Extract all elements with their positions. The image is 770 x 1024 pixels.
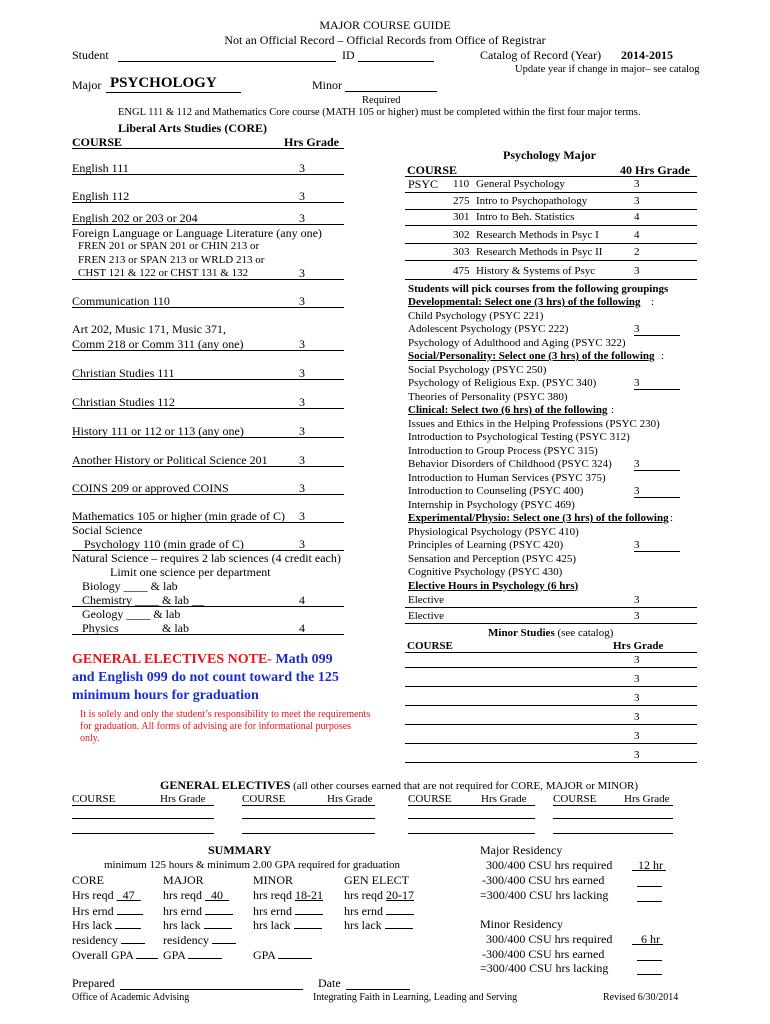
core-item-hrs: 3 [299,453,305,467]
major-label: Major [72,78,102,92]
group-item: Behavior Disorders of Childhood (PSYC 324) [408,458,612,470]
major-course-hrs: 4 [634,229,640,241]
ge-header-rule [72,805,214,806]
date-field[interactable] [346,989,410,990]
catalog-label: Catalog of Record (Year) [480,48,602,62]
core-item-label: Physics [82,621,119,635]
ge-header-rule [408,805,535,806]
minor-course-header: COURSE [407,640,453,652]
group-item: Introduction to Psychological Testing (PSYC 312) [408,431,630,443]
major-hrs-header: 40 Hrs Grade [620,163,690,177]
group-title-colon: : [670,512,674,524]
minor-field[interactable] [345,91,437,92]
group-item: Introduction to Human Services (PSYC 375) [408,471,606,484]
core-residency [72,932,145,947]
minor-row-line[interactable] [405,743,697,744]
elective-hrs: 3 [634,610,640,622]
electives-note-line2: and English 099 do not count toward the 125 [72,670,339,685]
minor-header-rule [405,652,697,653]
major-course-name: Intro to Beh. Statistics [476,211,575,223]
core-item-label: & lab [162,621,189,635]
group-item: Sensation and Perception (PSYC 425) [408,552,577,565]
page-subtitle: Not an Official Record – Official Records from Office of Registrar [224,33,546,47]
minor-title-note: (see catalog) [554,627,614,639]
major-summary-header: MAJOR [163,873,204,887]
ge-line-2[interactable] [408,833,535,834]
minor-row-line[interactable] [405,762,697,763]
core-item-line[interactable] [72,408,344,409]
minor-row-line[interactable] [405,705,697,706]
electives-note-line1 [72,651,333,668]
major-hrs-reqd [163,888,229,902]
group-hrs: 3 [634,485,640,497]
major-residency-required-number: 12 hr [638,858,663,872]
major-gpa [163,947,222,962]
disclaimer-line1: It is solely and only the student’s responsibility to meet the requirements [80,709,371,720]
group-hrs-line[interactable] [634,470,680,471]
minor-hrs-lack-field[interactable] [294,917,322,929]
group-item: Child Psychology (PSYC 221) [408,309,544,322]
major-value: PSYCHOLOGY [110,75,217,91]
major-course-line[interactable] [405,192,697,193]
major-residency-required-value [632,858,666,872]
student-label: Student [72,48,109,62]
major-course-line[interactable] [405,260,697,261]
core-item-hrs: 3 [299,395,305,409]
motto: Integrating Faith in Learning, Leading and Serving [313,992,518,1003]
major-residency [163,932,236,947]
revised-date: Revised 6/30/2014 [603,992,679,1003]
major-hrs-reqd-label: hrs reqd [163,888,202,902]
group-hrs-line[interactable] [634,335,680,336]
major-course-line[interactable] [405,279,697,280]
major-course-num: 110 [453,178,470,190]
core-item-label: Communication 110 [72,294,170,308]
group-title-colon: : [611,404,615,416]
core-hrs-reqd-label: Hrs reqd [72,888,114,902]
groupings-note: Students will pick courses from the following groupings [408,283,669,295]
core-hrs-grade-header: Hrs Grade [284,135,339,149]
gen-hrs-lack [344,917,413,932]
core-item-label: English 112 [72,189,130,203]
group-item: Introduction to Counseling (PSYC 400) [408,485,584,497]
major-residency-required: 300/400 CSU hrs required [486,858,613,872]
minor-hrs: 3 [634,692,640,704]
minor-summary-header: MINOR [253,873,294,887]
ge-hrs-grade-header: Hrs Grade [327,793,373,805]
minor-hrs-ernd-field[interactable] [295,903,323,915]
general-electives-title-line [160,778,638,793]
required-label: Required [362,95,401,106]
core-title: Liberal Arts Studies (CORE) [118,121,268,135]
minor-hrs-reqd-value: 18-21 [295,888,323,902]
prepared-label: Prepared [72,976,115,990]
ge-line-1[interactable] [553,818,673,819]
major-residency-title: Major Residency [480,843,563,857]
minor-hrs: 3 [634,730,640,742]
general-electives-title: GENERAL ELECTIVES [160,778,291,792]
major-hrs-ernd-label: hrs ernd [163,904,202,918]
elective-line[interactable] [405,607,697,608]
ge-course-header: COURSE [408,793,452,805]
core-header-rule [72,148,344,149]
core-gpa-field[interactable] [136,947,158,959]
catalog-year: 2014-2015 [621,48,673,62]
id-label: ID [342,48,355,62]
ge-hrs-grade-header: Hrs Grade [481,793,527,805]
ge-hrs-grade-header: Hrs Grade [624,793,670,805]
group-item: Social Psychology (PSYC 250) [408,363,547,376]
minor-title-line [488,626,613,640]
major-hrs-reqd-number: 40 [211,888,223,902]
electives-note-line3: minimum hours for graduation [72,688,259,703]
gen-hrs-reqd [344,888,414,902]
minor-row-line[interactable] [405,724,697,725]
major-course-num: 275 [453,195,470,207]
group-title: Developmental: Select one (3 hrs) of the following [408,296,641,308]
group-hrs: 3 [634,458,640,470]
major-hrs-lack-label: hrs lack [163,918,201,932]
ge-course-header: COURSE [242,793,286,805]
major-residency-lacking-field[interactable] [637,901,662,902]
group-item: Introduction to Group Process (PSYC 315) [408,444,598,457]
minor-row-line[interactable] [405,667,697,668]
major-residency-label: residency [163,933,209,947]
minor-gpa-label: GPA [253,948,276,962]
minor-hrs-ernd [253,903,323,918]
minor-gpa-field[interactable] [278,947,312,959]
group-hrs-line[interactable] [634,389,680,390]
core-hrs-reqd [72,888,141,902]
elective-hrs: 3 [634,594,640,606]
core-item-hrs: 3 [299,537,305,551]
core-item-label: Limit one science per department [110,565,271,579]
group-title: Social/Personality: Select one (3 hrs) of the following [408,350,655,362]
group-hrs: 3 [634,323,640,335]
ge-line-1[interactable] [408,818,535,819]
core-item-line[interactable] [72,279,344,280]
minor-residency-required-number: 6 hr [641,932,660,946]
ge-line-1[interactable] [242,818,375,819]
minor-hrs: 3 [634,654,640,666]
core-item-label: Biology ____ & lab [82,579,178,593]
major-prefix: PSYC [408,177,439,191]
core-summary-header: CORE [72,873,105,887]
core-item-line[interactable] [72,466,344,467]
major-course-name: General Psychology [476,178,565,190]
core-gpa-label: Overall GPA [72,948,134,962]
disclaimer-line2: for graduation. All forms of advising are for informational purposes [80,721,352,732]
minor-hrs: 3 [634,673,640,685]
core-item-label: FREN 213 or SPAN 213 or WRLD 213 or [78,254,265,266]
core-item-label: COINS 209 or approved COINS [72,481,229,495]
core-course-header: COURSE [72,135,123,149]
id-field[interactable] [358,61,434,62]
minor-residency-lacking: =300/400 CSU hrs lacking [480,961,609,975]
core-item-line[interactable] [72,379,344,380]
core-item-label: Natural Science – requires 2 lab sciences (4 credit each) [72,551,341,565]
major-course-num: 302 [453,229,470,241]
core-item-label: Christian Studies 112 [72,395,175,409]
core-item-hrs: 4 [299,593,305,607]
core-item-label: Comm 218 or Comm 311 (any one) [72,337,244,351]
core-item-hrs: 3 [299,294,305,308]
major-course-hrs: 3 [634,265,640,277]
core-item-line[interactable] [72,307,344,308]
core-hrs-lack [72,917,141,932]
core-item-hrs: 3 [299,189,305,203]
core-item-hrs: 3 [299,211,305,225]
group-item: Adolescent Psychology (PSYC 222) [408,323,569,335]
date-label: Date [318,976,341,990]
ge-line-2[interactable] [72,833,214,834]
core-item-label: Psychology 110 (min grade of C) [84,537,244,551]
core-residency-field[interactable] [121,932,145,944]
core-item-line[interactable] [72,224,344,225]
minor-hrs-ernd-label: hrs ernd [253,904,292,918]
core-item-hrs: 4 [299,621,305,635]
minor-residency-earned: -300/400 CSU hrs earned [482,947,605,961]
minor-title: Minor Studies [488,627,555,639]
core-hrs-ernd [72,903,143,918]
page-title: MAJOR COURSE GUIDE [319,18,451,32]
core-item-line[interactable] [72,634,344,635]
core-item-hrs: 3 [299,509,305,523]
major-course-header: COURSE [407,163,458,177]
minor-hrs-lack-label: hrs lack [253,918,291,932]
core-item-hrs: 3 [299,337,305,351]
core-gpa [72,947,158,962]
core-item-label: CHST 121 & 122 or CHST 131 & 132 [78,267,249,279]
major-hrs-ernd-field[interactable] [205,903,233,915]
major-course-name: History & Systems of Psyc [476,265,596,277]
ge-line-2[interactable] [553,833,673,834]
core-item-hrs: 3 [299,366,305,380]
major-section-title: Psychology Major [503,148,596,162]
group-item: Theories of Personality (PSYC 380) [408,390,568,403]
group-item: Issues and Ethics in the Helping Professions (PSYC 230) [408,417,660,430]
major-residency-lacking: =300/400 CSU hrs lacking [480,888,609,902]
minor-hrs-reqd [253,888,323,902]
core-hrs-ernd-field[interactable] [117,903,143,915]
core-item-label: English 111 [72,161,129,175]
core-item-hrs: 3 [299,161,305,175]
core-hrs-reqd-number: 47 [122,888,135,902]
minor-gpa [253,947,312,962]
core-item-hrs: 3 [299,266,305,280]
general-electives-note: (all other courses earned that are not required for CORE, MAJOR or MINOR) [290,780,639,792]
minor-hrs-reqd-label: hrs reqd [253,888,292,902]
core-item-label: Foreign Language or Language Literature (any one) [72,226,322,240]
core-item-line[interactable] [72,494,344,495]
gen-hrs-ernd [344,903,414,918]
major-residency-field[interactable] [212,932,236,944]
gen-hrs-reqd-label: hrs reqd [344,888,383,902]
gen-summary-header: GEN ELECT [344,873,409,887]
ge-course-header: COURSE [553,793,597,805]
major-course-hrs: 4 [634,211,640,223]
major-course-name: Research Methods in Psyc II [476,246,603,258]
ge-course-header: COURSE [72,793,116,805]
core-item-label: Social Science [72,523,143,537]
major-gpa-label: GPA [163,948,186,962]
group-title-colon: : [651,296,655,308]
group-title-colon: : [661,350,665,362]
elective-line[interactable] [405,623,697,624]
core-hrs-lack-label: Hrs lack [72,918,113,932]
core-item-label: Mathematics 105 or higher (min grade of C) [72,509,285,523]
minor-row-line[interactable] [405,686,697,687]
major-course-name: Intro to Psychopathology [476,195,588,207]
prepared-field[interactable] [120,989,303,990]
minor-residency-required-value [632,932,663,946]
major-residency-earned-field[interactable] [637,886,662,887]
major-hrs-lack [163,917,232,932]
major-course-num: 301 [453,211,470,223]
group-item: Principles of Learning (PSYC 420) [408,539,564,551]
group-item: Psychology of Adulthood and Aging (PSYC 322) [408,336,626,349]
major-course-hrs: 3 [634,178,640,190]
core-item-hrs: 3 [299,424,305,438]
major-course-line[interactable] [405,243,697,244]
group-item: Cognitive Psychology (PSYC 430) [408,566,563,578]
gen-hrs-lack-field[interactable] [385,917,413,929]
ge-header-rule [242,805,375,806]
core-residency-label: residency [72,933,118,947]
core-item-label: Art 202, Music 171, Music 371, [72,322,226,336]
office-name: Office of Academic Advising [72,992,190,1003]
core-item-line[interactable] [72,174,344,175]
group-title: Clinical: Select two (6 hrs) of the following [408,404,608,416]
major-hrs-reqd-value [205,888,229,902]
minor-residency-title: Minor Residency [480,917,563,931]
ge-line-2[interactable] [242,833,375,834]
minor-residency-required: 300/400 CSU hrs required [486,932,613,946]
major-gpa-field[interactable] [188,947,222,959]
disclaimer-line3: only. [80,733,100,744]
summary-note: minimum 125 hours & minimum 2.00 GPA required for graduation [104,859,400,871]
summary-title: SUMMARY [208,843,272,857]
elective-title: Elective Hours in Psychology (6 hrs) [408,579,579,592]
elective-label: Elective [408,610,445,622]
minor-label: Minor [312,78,342,92]
electives-note-red: GENERAL ELECTIVES NOTE- [72,652,272,667]
group-item: Physiological Psychology (PSYC 410) [408,525,579,538]
core-item-label: English 202 or 203 or 204 [72,211,198,225]
core-item-line[interactable] [72,202,344,203]
core-item-line[interactable] [72,350,344,351]
major-course-hrs: 3 [634,195,640,207]
ge-hrs-grade-header: Hrs Grade [160,793,206,805]
major-course-line[interactable] [405,225,697,226]
group-hrs-line[interactable] [634,551,680,552]
core-item-hrs: 3 [299,481,305,495]
elective-label: Elective [408,594,445,606]
gen-hrs-reqd-value: 20-17 [386,888,414,902]
update-note: Update year if change in major– see catalog [515,64,700,75]
major-hrs-lack-field[interactable] [204,917,232,929]
electives-note-blue: Math 099 [271,652,333,667]
major-course-hrs: 2 [634,246,640,258]
group-item: Internship in Psychology (PSYC 469) [408,498,575,511]
requirement-note: ENGL 111 & 112 and Mathematics Core course (MATH 105 or higher) must be completed within the first four major terms. [118,107,641,118]
group-hrs-line[interactable] [634,497,680,498]
minor-residency-earned-field[interactable] [637,960,662,961]
ge-line-1[interactable] [72,818,214,819]
group-hrs: 3 [634,539,640,551]
core-hrs-lack-field[interactable] [115,917,141,929]
group-title: Experimental/Physio: Select one (3 hrs) of the following [408,512,669,524]
core-item-label: Chemistry ____ & lab __ [82,593,204,607]
gen-hrs-lack-label: hrs lack [344,918,382,932]
core-item-label: Another History or Political Science 201 [72,453,268,467]
core-item-label: History 111 or 112 or 113 (any one) [72,424,244,438]
ge-header-rule [553,805,673,806]
minor-hrs-lack [253,917,322,932]
core-item-label: FREN 201 or SPAN 201 or CHIN 213 or [78,240,260,252]
major-course-name: Research Methods in Psyc I [476,229,599,241]
core-hrs-ernd-label: Hrs ernd [72,904,114,918]
minor-residency-lacking-field[interactable] [637,974,662,975]
major-course-num: 475 [453,265,470,277]
gen-hrs-ernd-label: hrs ernd [344,904,383,918]
minor-hrs-grade-header: Hrs Grade [613,640,664,652]
group-hrs: 3 [634,377,640,389]
major-residency-earned: -300/400 CSU hrs earned [482,873,605,887]
major-course-num: 303 [453,246,470,258]
core-item-line[interactable] [72,437,344,438]
minor-hrs: 3 [634,749,640,761]
core-hrs-reqd-value [117,888,141,902]
gen-hrs-ernd-field[interactable] [386,903,414,915]
minor-hrs: 3 [634,711,640,723]
core-item-label: Geology ____ & lab [82,607,181,621]
group-item: Psychology of Religious Exp. (PSYC 340) [408,377,597,389]
student-field[interactable] [118,61,336,62]
major-hrs-ernd [163,903,233,918]
major-underline [106,92,241,93]
core-item-label: Christian Studies 111 [72,366,175,380]
